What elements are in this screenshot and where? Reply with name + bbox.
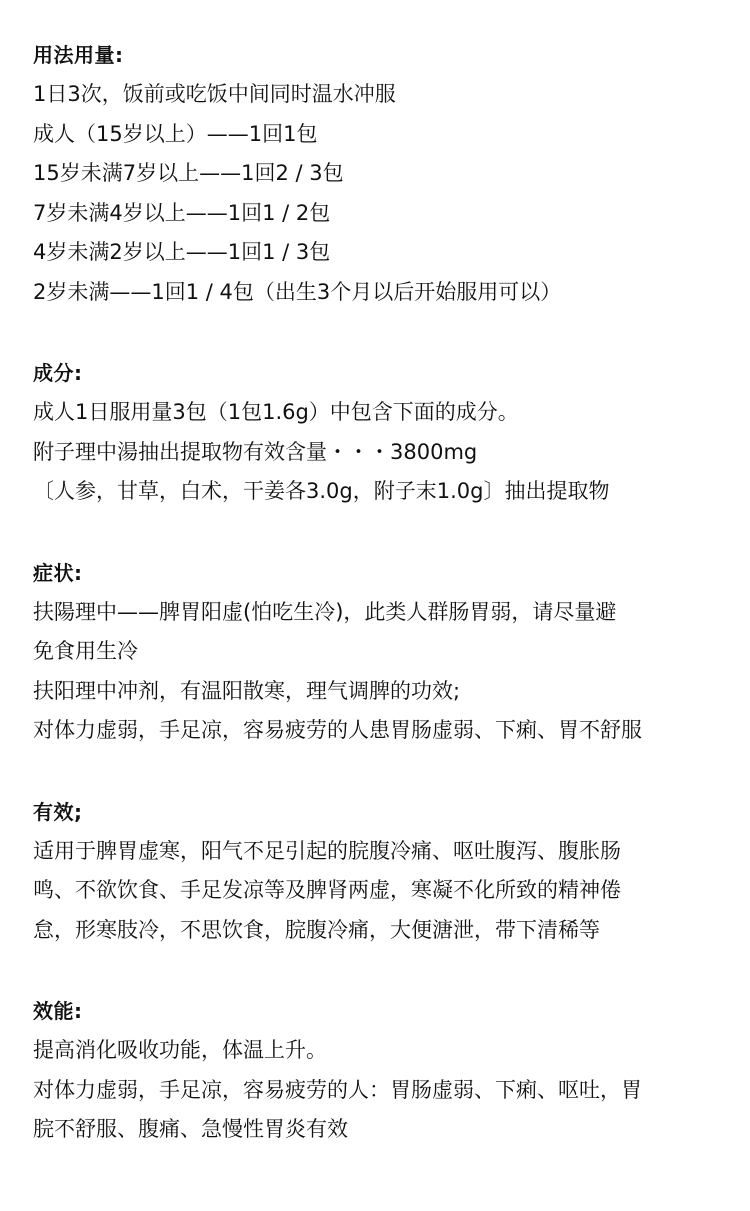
- section-symptoms: [33, 554, 750, 751]
- text-line: 提高消化吸收功能，体温上升。: [33, 1038, 327, 1062]
- text-line: 鸣、不欲饮食、手足发凉等及脾肾两虚，寒凝不化所致的精神倦: [33, 878, 621, 902]
- section-ingredients: [33, 354, 750, 512]
- text-line: 扶阳理中冲剂，有温阳散寒，理气调脾的功效;: [33, 678, 461, 703]
- text-line: 15岁未满7岁以上——1回2 / 3包: [33, 161, 344, 185]
- text-line: 对体力虚弱，手足凉，容易疲劳的人：胃肠虚弱、下痢、呕吐，胃: [33, 1077, 642, 1102]
- section-heading: 症状:: [33, 560, 83, 585]
- text-line: 7岁未满4岁以上——1回1 / 2包: [33, 200, 331, 225]
- text-line: 脘不舒服、腹痛、急慢性胃炎有效: [33, 1117, 348, 1141]
- text-line: 成人（15岁以上）——1回1包: [33, 121, 318, 146]
- text-line: 成人1日服用量3包（1包1.6g）中包含下面的成分。: [33, 400, 519, 424]
- text-line: 怠，形寒肢冷，不思饮食，脘腹冷痛，大便溏泄，带下清稀等: [33, 917, 600, 942]
- section-heading: 有效;: [33, 799, 83, 824]
- text-line: 4岁未满2岁以上——1回1 / 3包: [33, 240, 331, 264]
- text-line: 2岁未满——1回1 / 4包（出生3个月以后开始服用可以）: [33, 279, 562, 304]
- section-heading: 用法用量:: [33, 43, 124, 67]
- text-line: 附子理中湯抽出提取物有效含量・・・3800mg: [33, 439, 478, 464]
- text-line: 〔人参，甘草，白术，干姜各3.0g，附子末1.0g〕抽出提取物: [33, 479, 610, 503]
- text-line: 适用于脾胃虚寒，阳气不足引起的脘腹冷痛、呕吐腹泻、腹胀肠: [33, 838, 621, 863]
- section-efficacy: [33, 992, 750, 1150]
- text-line: 1日3次，饭前或吃饭中间同时温水冲服: [33, 82, 396, 106]
- text-line: 免食用生冷: [33, 639, 138, 663]
- text-line: 扶陽理中——脾胃阳虚(怕吃生冷)，此类人群肠胃弱，请尽量避: [33, 599, 617, 624]
- section-heading: 成分:: [33, 361, 83, 385]
- section-heading: 效能:: [33, 999, 83, 1023]
- text-line: 对体力虚弱，手足凉，容易疲劳的人患胃肠虚弱、下痢、胃不舒服: [33, 718, 642, 742]
- section-effective: [33, 793, 750, 951]
- section-dosage: [33, 36, 750, 312]
